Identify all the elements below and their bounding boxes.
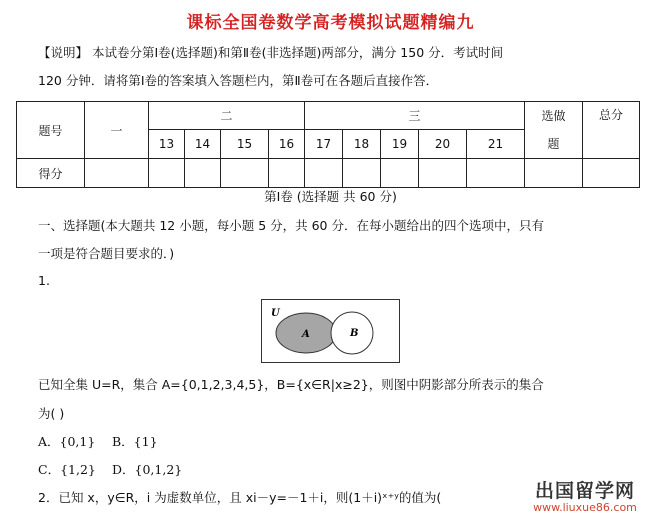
question-1-stem-line-1: 已知全集 U=R，集合 A={0,1,2,3,4,5}，B={x∈R|x≥2}，则图中阴影部分所表示的集合 [38, 377, 544, 392]
site-watermark [510, 476, 660, 514]
venn-svg [262, 300, 399, 362]
header-cell-total: 总分 [583, 102, 640, 159]
section-one-line-2: 一项是符合题目要求的．) [38, 246, 175, 261]
question-2-stem: 2．已知 x，y∈R，i 为虚数单位，且 xi－y=－1＋i，则(1＋i)ˣ⁺ʸ的值为( [38, 490, 442, 505]
score-cell [525, 159, 583, 188]
question-1-number: 1. [38, 273, 50, 288]
instructions-line-1: 【说明】 本试卷分第Ⅰ卷(选择题)和第Ⅱ卷(非选择题)两部分，满分 150 分．考试时间 [38, 45, 504, 60]
venn-label-b: B [350, 328, 359, 339]
score-cell [343, 159, 381, 188]
option-a: A．{0,1} [38, 434, 96, 449]
col-header-13: 13 [149, 129, 185, 158]
row-label-score: 得分 [17, 159, 85, 188]
option-d: D．{0,1,2} [112, 462, 183, 477]
col-header-15: 15 [221, 129, 269, 158]
col-header-16: 16 [269, 129, 305, 158]
col-header-18: 18 [343, 129, 381, 158]
score-cell [149, 159, 185, 188]
col-header-21: 21 [467, 129, 525, 158]
header-cell-part-two: 二 [149, 102, 305, 130]
watermark-url: www.liuxue86.com [533, 501, 637, 514]
header-cell-elective [525, 102, 583, 159]
watermark-main: 出国留学网 [534, 480, 635, 502]
header-cell-part-three: 三 [305, 102, 525, 130]
score-cell [221, 159, 269, 188]
option-c: C．{1,2} [38, 462, 96, 477]
col-header-19: 19 [381, 129, 419, 158]
col-header-14: 14 [185, 129, 221, 158]
question-1-stem-line-2: 为( ) [38, 406, 65, 421]
score-cell [185, 159, 221, 188]
section-one-line-1: 一、选择题(本大题共 12 小题，每小题 5 分，共 60 分．在每小题给出的四个选项中，只有 [38, 218, 544, 233]
header-cell-part-one: 一 [85, 102, 149, 159]
score-cell [305, 159, 343, 188]
venn-label-a: A [302, 329, 310, 340]
part-one-heading: 第Ⅰ卷 (选择题 共 60 分) [264, 189, 397, 204]
venn-label-u: U [271, 308, 280, 319]
score-cell [85, 159, 149, 188]
option-b: B．{1} [112, 434, 158, 449]
instructions-line-2: 120 分钟．请将第Ⅰ卷的答案填入答题栏内，第Ⅱ卷可在各题后直接作答． [38, 73, 439, 88]
score-table [16, 101, 640, 188]
elective-label-bottom: 题 [547, 137, 560, 151]
venn-diagram [261, 299, 400, 363]
score-cell [381, 159, 419, 188]
header-cell-number: 题号 [17, 102, 85, 159]
col-header-20: 20 [419, 129, 467, 158]
col-header-17: 17 [305, 129, 343, 158]
score-cell [269, 159, 305, 188]
score-cell [583, 159, 640, 188]
page-title: 课标全国卷数学高考模拟试题精编九 [186, 13, 475, 33]
score-cell [467, 159, 525, 188]
score-cell [419, 159, 467, 188]
elective-label-top: 选做 [541, 109, 566, 123]
